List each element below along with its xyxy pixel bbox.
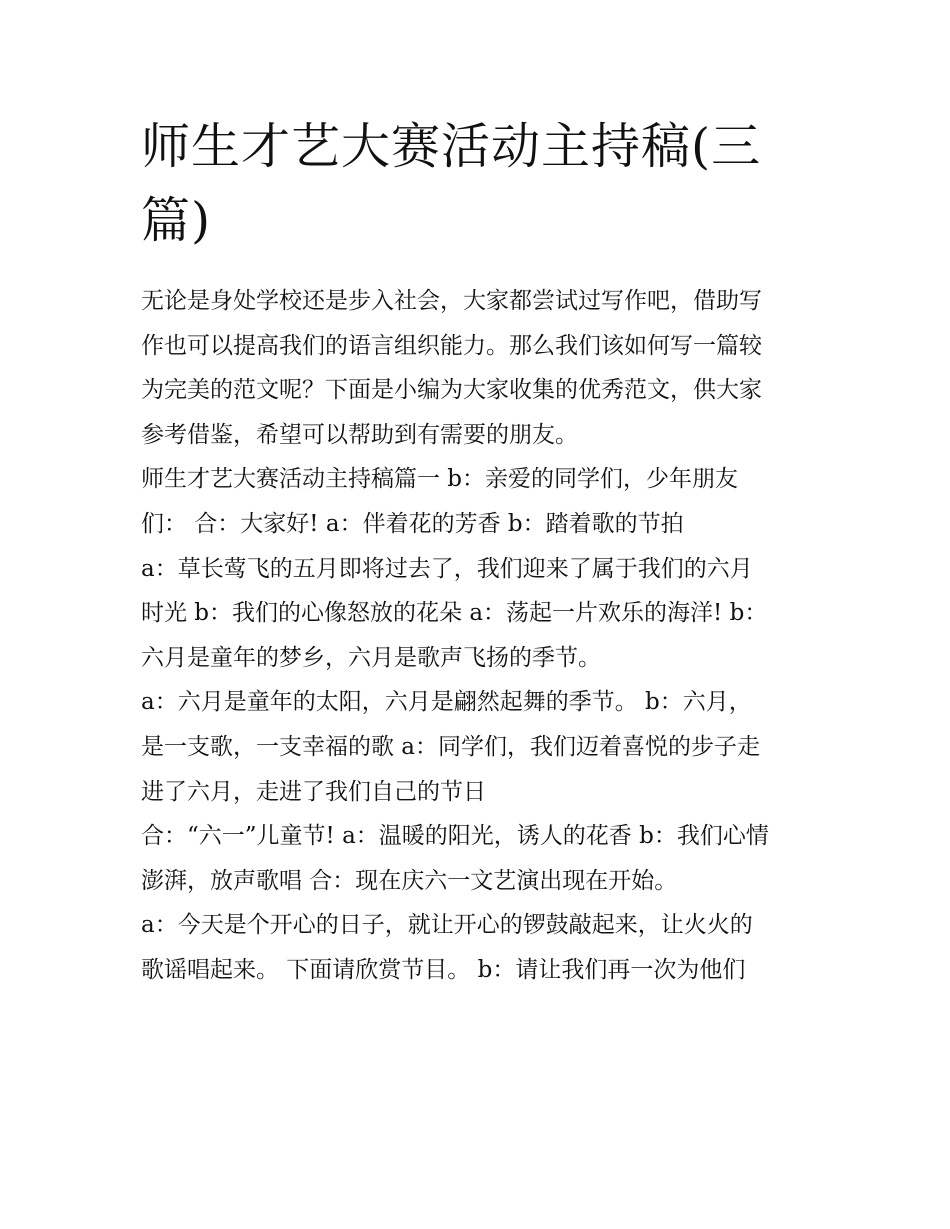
text-line: 为完美的范文呢？下面是小编为大家收集的优秀范文，供大家: [141, 377, 762, 404]
text-line: 是一支歌，一支幸福的歌 a：同学们，我们迈着喜悦的步子走: [141, 733, 761, 760]
text-line: 师生才艺大赛活动主持稿篇一 b：亲爱的同学们，少年朋友: [141, 466, 739, 493]
text-line: 进了六月，走进了我们自己的节日: [141, 778, 486, 805]
text-line: a：六月是童年的太阳，六月是翩然起舞的季节。 b：六月，: [141, 689, 752, 716]
text-line: a：今天是个开心的日子，就让开心的锣鼓敲起来，让火火的: [141, 912, 753, 939]
text-line: 时光 b：我们的心像怒放的花朵 a：荡起一片欢乐的海洋! b：: [141, 600, 768, 627]
document-title: [141, 110, 801, 258]
document-body: [141, 279, 821, 993]
text-line: 无论是身处学校还是步入社会，大家都尝试过写作吧，借助写: [141, 288, 762, 314]
text-line: 们： 合：大家好! a：伴着花的芳香 b：踏着歌的节拍: [141, 510, 684, 537]
text-line: 参考借鉴，希望可以帮助到有需要的朋友。: [141, 421, 578, 448]
text-line: a：草长莺飞的五月即将过去了，我们迎来了属于我们的六月: [141, 555, 753, 582]
title-line: 师生才艺大赛活动主持稿(三: [141, 118, 762, 175]
text-line: 六月是童年的梦乡，六月是歌声飞扬的季节。: [141, 644, 601, 671]
text-line: 歌谣唱起来。 下面请欣赏节目。 b：请让我们再一次为他们: [141, 956, 746, 983]
text-line: 合：“六一”儿童节! a：温暖的阳光，诱人的花香 b：我们心情: [141, 823, 769, 850]
text-line: 澎湃，放声歌唱 合：现在庆六一文艺演出现在开始。: [141, 867, 678, 894]
text-line: 作也可以提高我们的语言组织能力。那么我们该如何写一篇较: [141, 332, 762, 359]
title-line: 篇): [141, 192, 212, 249]
